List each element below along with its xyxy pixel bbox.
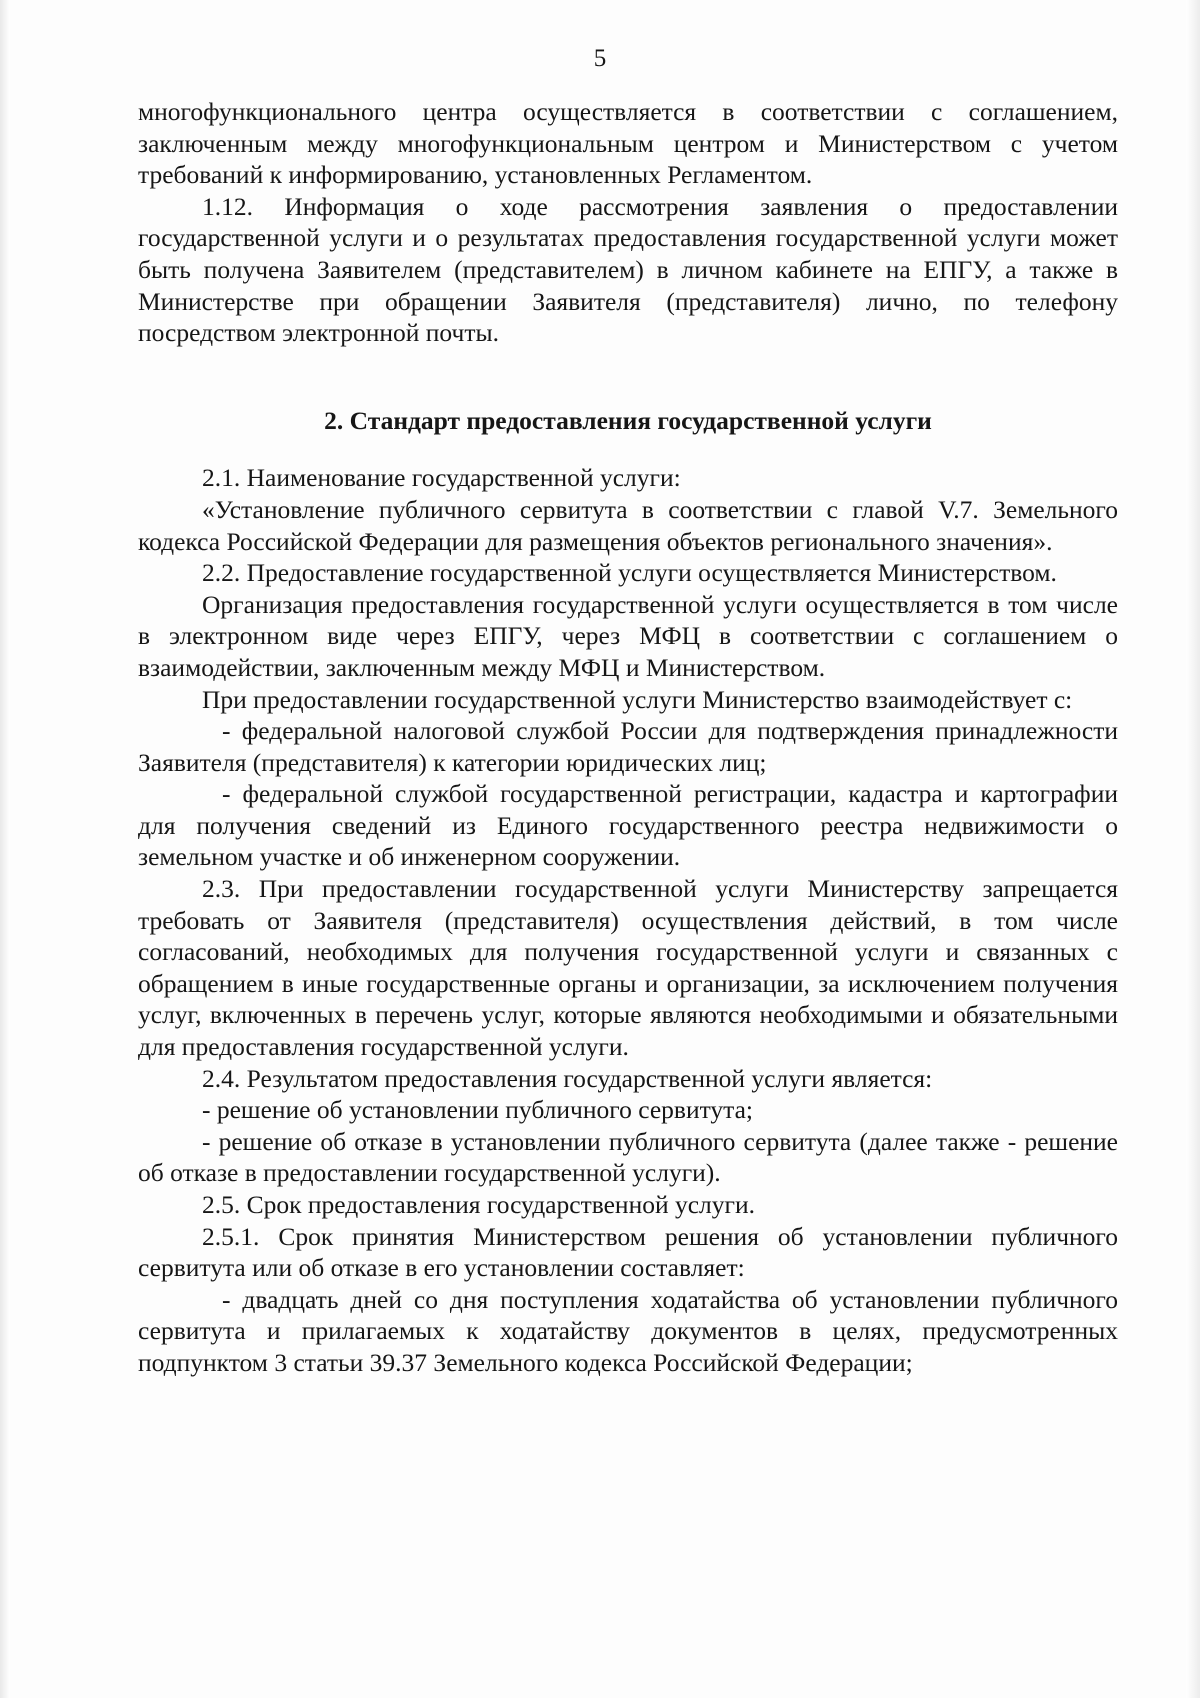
list-item: - федеральной налоговой службой России для подтверждения принадлежности Заявителя (представителя) к категории юридических лиц; <box>138 716 1118 777</box>
paragraph: 1.12. Информация о ходе рассмотрения заявления о предоставлении государственной услуги и о результатах предоставления государственной услуги может быть получена Заявителем (представителем) в личном кабинете на ЕПГУ, а также в Министерстве при обращении Заявителя (представителя) лично, по телефону посредством электронной почты. <box>138 191 1118 348</box>
paragraph: Организация предоставления государственной услуги осуществляется в том числе в электронном виде через ЕПГУ, через МФЦ в соответствии с соглашением о взаимодействии, заключенным между МФЦ и Министерством. <box>138 589 1118 682</box>
list-item: - двадцать дней со дня поступления ходатайства об установлении публичного сервитута и прилагаемых к ходатайству документов в целях, предусмотренных подпунктом 3 статьи 39.37 Земельного кодекса Российской Федерации; <box>138 1284 1118 1377</box>
paragraph: 2.2. Предоставление государственной услуги осуществляется Министерством. <box>202 558 1057 588</box>
paragraph: 2.5.1. Срок принятия Министерством решения об установлении публичного сервитута или об отказе в его установлении составляет: <box>138 1221 1118 1283</box>
section-heading: 2. Стандарт предоставления государственной услуги <box>324 405 932 435</box>
paragraph: 2.1. Наименование государственной услуги: <box>202 463 681 493</box>
paragraph: 2.3. При предоставлении государственной услуги Министерству запрещается требовать от Заявителя (представителя) осуществления действий, в том числе согласований, необходимых для получения государственной услуги и связанных с обращением в иные государственные органы и организации, за исключением получения услуг, включенных в перечень услуг, которые являются необходимыми и обязательными для предоставления государственной услуги. <box>138 874 1118 1062</box>
scan-edge-right <box>1186 0 1200 1698</box>
paragraph: «Установление публичного сервитута в соответствии с главой V.7. Земельного кодекса Российской Федерации для размещения объектов регионального значения». <box>138 494 1118 556</box>
paragraph: многофункционального центра осуществляется в соответствии с соглашением, заключенным между многофункциональным центром и Министерством с учетом требований к информированию, установленных Регламентом. <box>138 97 1118 190</box>
list-item: - решение об установлении публичного сервитута; <box>202 1095 754 1125</box>
scan-edge-left <box>0 0 10 1698</box>
paragraph: 2.5. Срок предоставления государственной услуги. <box>202 1190 756 1219</box>
page-number: 5 <box>593 45 607 72</box>
list-item: - федеральной службой государственной регистрации, кадастра и картографии для получения сведений из Единого государственного реестра недвижимости о земельном участке и об инженерном сооружении. <box>138 779 1118 872</box>
list-item: - решение об отказе в установлении публичного сервитута (далее также - решение об отказе в предоставлении государственной услуги). <box>138 1126 1118 1188</box>
paragraph: При предоставлении государственной услуги Министерство взаимодействует с: <box>202 684 1073 714</box>
document-body <box>138 96 1118 1379</box>
paragraph: 2.4. Результатом предоставления государственной услуги является: <box>202 1063 933 1093</box>
